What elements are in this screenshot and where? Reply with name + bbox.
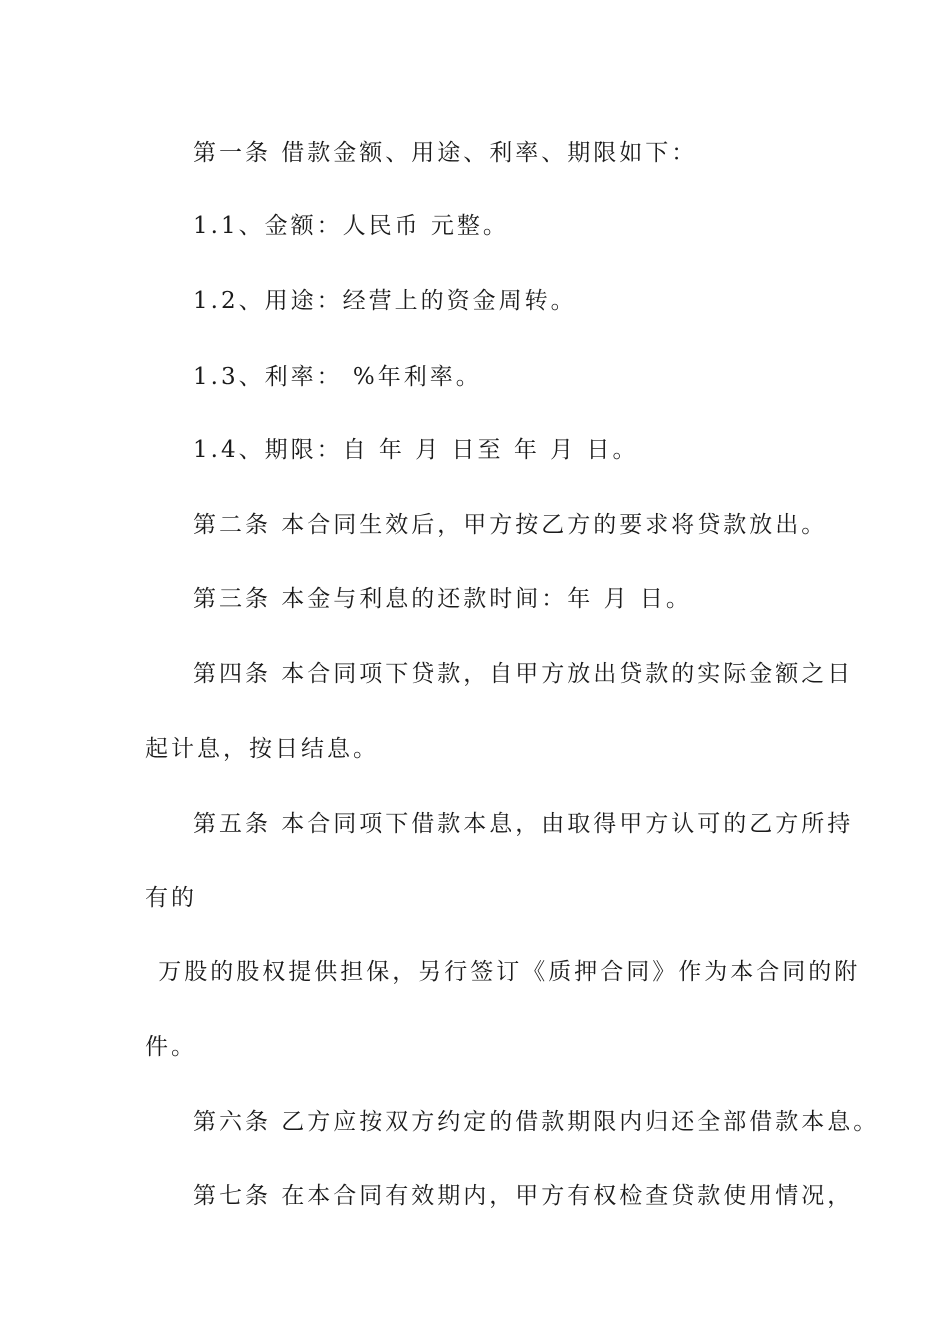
article-7-line-1: 第七条 在本合同有效期内，甲方有权检查贷款使用情况， [193,1183,854,1209]
article-6: 第六条 乙方应按双方约定的借款期限内归还全部借款本息。 [193,1109,880,1135]
article-4-line-2: 起计息，按日结息。 [145,736,379,762]
article-5-line-3: 万股的股权提供担保，另行签订《质押合同》作为本合同的附 [148,959,861,985]
clause-1-3-rate: 1.3、利率： %年利率。 [193,364,482,390]
article-3: 第三条 本金与利息的还款时间：年 月 日。 [193,586,692,612]
article-2: 第二条 本合同生效后，甲方按乙方的要求将贷款放出。 [193,512,828,538]
article-5-line-1: 第五条 本合同项下借款本息，由取得甲方认可的乙方所持 [193,811,854,837]
article-4-line-1: 第四条 本合同项下贷款，自甲方放出贷款的实际金额之日 [193,661,854,687]
clause-1-2-purpose: 1.2、用途：经营上的资金周转。 [193,288,577,314]
article-1-heading: 第一条 借款金额、用途、利率、期限如下： [193,140,698,166]
article-5-line-2: 有的 [145,885,197,911]
clause-1-1-amount: 1.1、金额：人民币 元整。 [193,213,509,239]
article-5-line-4: 件。 [145,1034,197,1060]
clause-1-4-term: 1.4、期限：自 年 月 日至 年 月 日。 [193,437,639,463]
